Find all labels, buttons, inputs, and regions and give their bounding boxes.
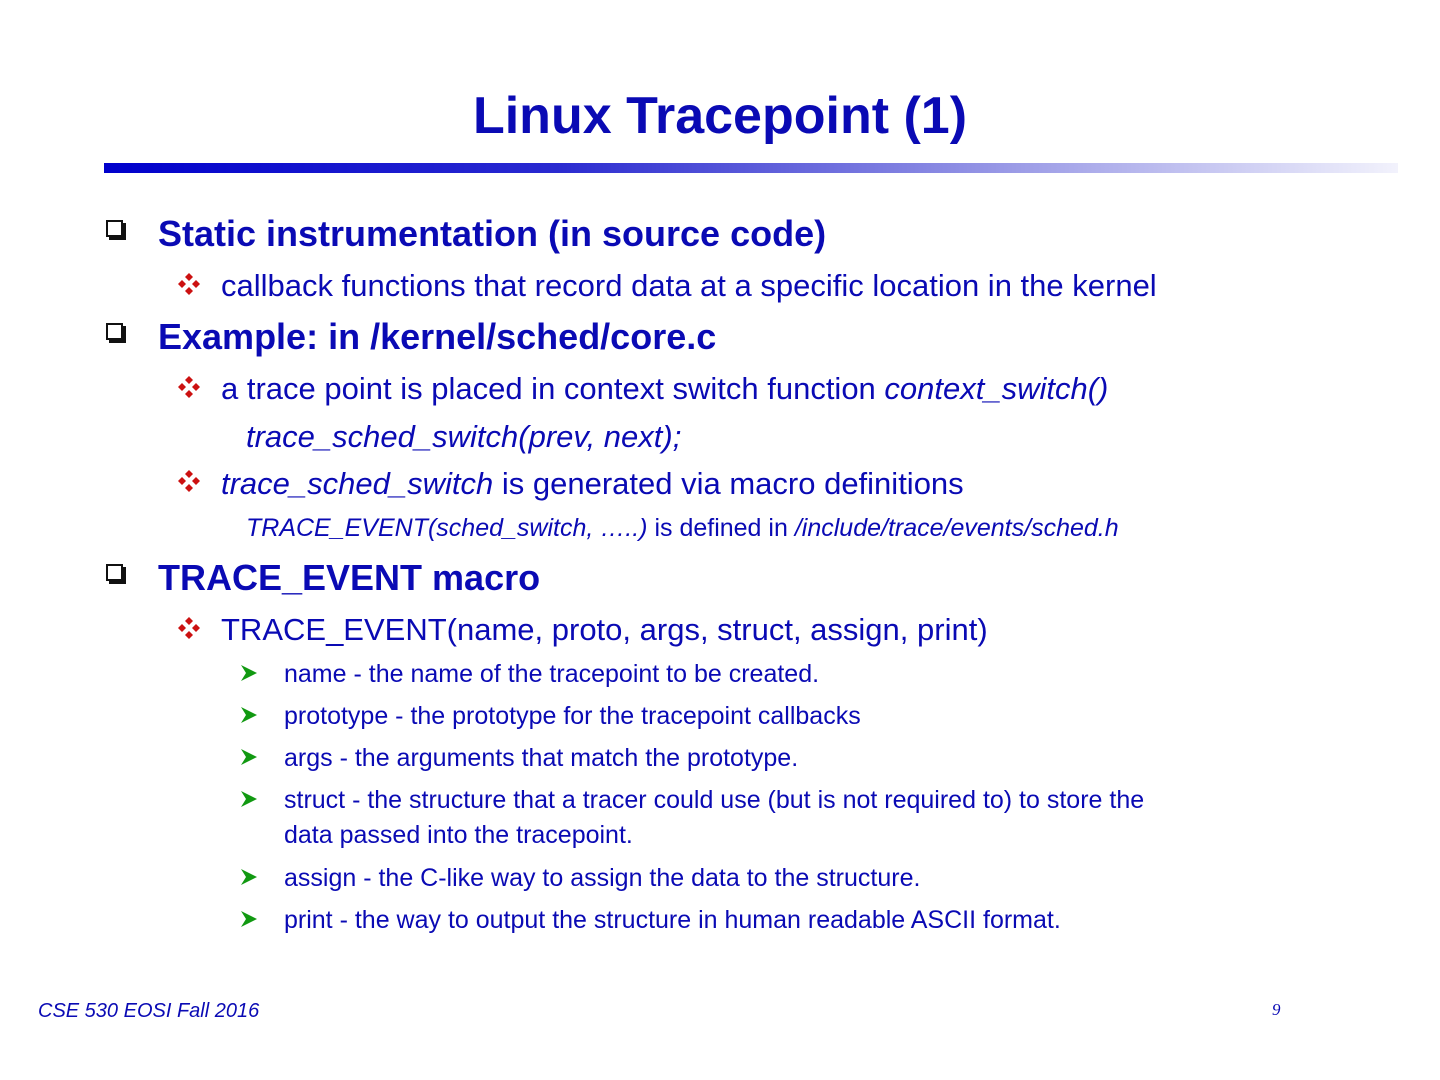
- arrowhead-bullet-icon: [240, 706, 258, 724]
- hollow-square-bullet-icon: [106, 323, 123, 340]
- hollow-square-bullet-icon: [106, 564, 123, 581]
- trace-event-sched-switch: TRACE_EVENT(sched_switch, …..): [246, 514, 648, 542]
- code-trace-sched-switch-call: trace_sched_switch(prev, next);: [246, 419, 682, 454]
- trace-point-text: a trace point is placed in context switch function: [221, 371, 885, 406]
- sched-header-path: /include/trace/events/sched.h: [794, 514, 1119, 542]
- param-print: print - the way to output the structure in human readable ASCII format.: [284, 906, 1061, 934]
- macro-generated-text: is generated via macro definitions: [493, 466, 964, 501]
- defined-in-text: is defined in: [647, 514, 795, 542]
- trace-sched-switch-name: trace_sched_switch: [221, 466, 494, 501]
- page-number: 9: [1272, 1000, 1281, 1019]
- param-assign: assign - the C-like way to assign the data to the structure.: [284, 864, 921, 892]
- diamond-bullet-icon: [178, 273, 200, 295]
- bullet-trace-event-macro: TRACE_EVENT macro: [158, 557, 541, 598]
- bullet-static-instrumentation: Static instrumentation (in source code): [158, 213, 827, 254]
- title-underline: [104, 163, 1398, 173]
- diamond-bullet-icon: [178, 617, 200, 639]
- trace-event-definition-line: [246, 513, 1119, 544]
- bullet-example: Example: in /kernel/sched/core.c: [158, 316, 717, 357]
- sub-bullet-macro-generated: [221, 465, 964, 503]
- diamond-bullet-icon: [178, 376, 200, 398]
- arrowhead-bullet-icon: [240, 748, 258, 766]
- param-name: name - the name of the tracepoint to be created.: [284, 660, 820, 688]
- arrowhead-bullet-icon: [240, 868, 258, 886]
- param-struct: struct - the structure that a tracer could use (but is not required to) to store the: [284, 786, 1145, 814]
- sub-bullet-callback-functions: callback functions that record data at a specific location in the kernel: [221, 268, 1157, 303]
- arrowhead-bullet-icon: [240, 910, 258, 928]
- arrowhead-bullet-icon: [240, 790, 258, 808]
- slide-title: Linux Tracepoint (1): [472, 87, 968, 145]
- diamond-bullet-icon: [178, 470, 200, 492]
- param-prototype: prototype - the prototype for the tracepoint callbacks: [284, 702, 861, 730]
- sub-bullet-trace-point-placed: [221, 370, 1108, 408]
- slide-footer: CSE 530 EOSI Fall 2016: [38, 1000, 260, 1022]
- sub-bullet-trace-event-signature: TRACE_EVENT(name, proto, args, struct, assign, print): [221, 612, 988, 647]
- context-switch-function: context_switch(): [884, 371, 1109, 406]
- hollow-square-bullet-icon: [106, 220, 123, 237]
- param-struct-continued: data passed into the tracepoint.: [284, 821, 633, 849]
- arrowhead-bullet-icon: [240, 664, 258, 682]
- param-args: args - the arguments that match the prototype.: [284, 744, 799, 772]
